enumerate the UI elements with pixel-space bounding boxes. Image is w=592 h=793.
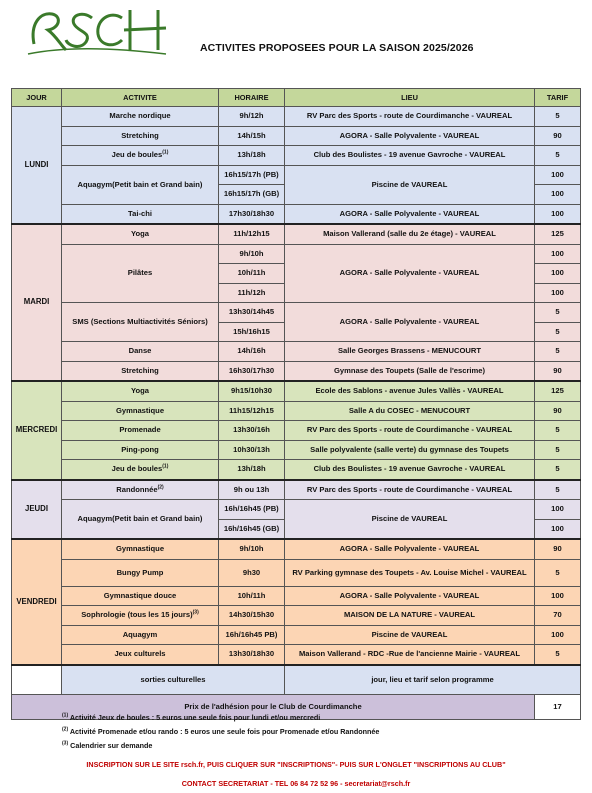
col-lieu: LIEU	[285, 89, 535, 107]
activity: Randonnée$^{(2)}$	[62, 480, 219, 500]
location: Ecole des Sablons - avenue Jules Vallès - VAUREAL	[285, 381, 535, 401]
schedule: 16h15/17h (GB)	[219, 185, 285, 205]
schedule: 9h/10h	[219, 539, 285, 559]
price: 5	[535, 342, 581, 362]
schedule: 16h15/17h (PB)	[219, 165, 285, 185]
location: AGORA - Salle Polyvalente - VAUREAL	[285, 586, 535, 606]
day-mardi: MARDI	[12, 224, 62, 381]
schedule: 13h30/18h30	[219, 645, 285, 665]
price: 5	[535, 460, 581, 480]
membership-price: 17	[535, 694, 581, 719]
price: 90	[535, 539, 581, 559]
col-horaire: HORAIRE	[219, 89, 285, 107]
activity: Pilâtes	[62, 244, 219, 303]
activity: sorties culturelles	[62, 665, 285, 695]
location: Piscine de VAUREAL	[285, 165, 535, 204]
price: 100	[535, 165, 581, 185]
table-row	[12, 381, 581, 401]
price: 100	[535, 264, 581, 284]
contact-info: CONTACT SECRETARIAT - TEL 06 84 72 52 96 - secretariat@rsch.fr	[181, 779, 411, 788]
price: 125	[535, 381, 581, 401]
table-row	[12, 460, 581, 480]
activity: SMS (Sections Multiactivités Séniors)	[62, 303, 219, 342]
table-row	[12, 421, 581, 441]
price: 100	[535, 500, 581, 520]
activity: Sophrologie (tous les 15 jours)$^{(3)}$	[62, 606, 219, 626]
schedule: 16h/16h45 (GB)	[219, 519, 285, 539]
schedule: 14h/16h	[219, 342, 285, 362]
schedule: 13h/18h	[219, 146, 285, 166]
table-row	[12, 480, 581, 500]
schedule: 10h/11h	[219, 586, 285, 606]
table-row	[12, 440, 581, 460]
schedule: 9h ou 13h	[219, 480, 285, 500]
price: 5	[535, 303, 581, 323]
activity: Yoga	[62, 224, 219, 244]
empty-cell	[12, 665, 62, 695]
location: Maison Vallerand - RDC -Rue de l'ancienne Mairie - VAUREAL	[285, 645, 535, 665]
schedule: 14h/15h	[219, 126, 285, 146]
schedule: 10h/11h	[219, 264, 285, 284]
schedule: 17h30/18h30	[219, 204, 285, 224]
location: MAISON DE LA NATURE - VAUREAL	[285, 606, 535, 626]
price: 100	[535, 204, 581, 224]
page-title: ACTIVITES PROPOSEES POUR LA SAISON 2025/2026	[200, 42, 474, 54]
table-row	[12, 146, 581, 166]
price: 125	[535, 224, 581, 244]
table-row	[12, 401, 581, 421]
schedule: 13h/18h	[219, 460, 285, 480]
price: 90	[535, 126, 581, 146]
table-row	[12, 361, 581, 381]
activity: Stretching	[62, 126, 219, 146]
location: RV Parc des Sports - route de Courdimanche - VAUREAL	[285, 480, 535, 500]
activity: Aquagym(Petit bain et Grand bain)	[62, 165, 219, 204]
schedule: 9h/12h	[219, 107, 285, 127]
footnote: $^{(3)}$ Calendrier sur demande	[62, 740, 153, 750]
schedule: 9h15/10h30	[219, 381, 285, 401]
activity: Ping-pong	[62, 440, 219, 460]
location: Club des Boulistes - 19 avenue Gavroche - VAUREAL	[285, 460, 535, 480]
schedule: 16h/16h45 (PB)	[219, 500, 285, 520]
table-row	[12, 559, 581, 586]
footnotes	[62, 713, 379, 755]
location: AGORA - Salle Polyvalente - VAUREAL	[285, 303, 535, 342]
location: AGORA - Salle Polyvalente - VAUREAL	[285, 204, 535, 224]
col-tarif: TARIF	[535, 89, 581, 107]
schedule: 9h/10h	[219, 244, 285, 264]
location: Salle polyvalente (salle verte) du gymnase des Toupets	[285, 440, 535, 460]
day-jeudi: JEUDI	[12, 480, 62, 540]
location: Salle A du COSEC - MENUCOURT	[285, 401, 535, 421]
activity: Marche nordique	[62, 107, 219, 127]
schedule: 11h/12h15	[219, 224, 285, 244]
activity: Promenade	[62, 421, 219, 441]
price: 5	[535, 645, 581, 665]
location: RV Parc des Sports - route de Courdimanche - VAUREAL	[285, 421, 535, 441]
location: AGORA - Salle Polyvalente - VAUREAL	[285, 539, 535, 559]
activity: Gymnastique	[62, 539, 219, 559]
table-row	[12, 244, 581, 264]
table-row	[12, 126, 581, 146]
activity: Tai-chi	[62, 204, 219, 224]
col-activite: ACTIVITE	[62, 89, 219, 107]
table-row	[12, 204, 581, 224]
table-row	[12, 645, 581, 665]
club-logo	[26, 4, 168, 58]
schedule: 16h/16h45 PB)	[219, 625, 285, 645]
schedule: 11h/12h	[219, 283, 285, 303]
schedule: 16h30/17h30	[219, 361, 285, 381]
table-row	[12, 539, 581, 559]
price: 90	[535, 361, 581, 381]
price: 5	[535, 480, 581, 500]
location: Piscine de VAUREAL	[285, 500, 535, 540]
schedule: 9h30	[219, 559, 285, 586]
table-row	[12, 500, 581, 520]
price: 100	[535, 283, 581, 303]
table-row	[12, 107, 581, 127]
footnote: $^{(1)}$ Activité Jeux de boules : 5 euros une seule fois pour lundi et/ou mercredi	[62, 712, 321, 722]
activity: Gymnastique douce	[62, 586, 219, 606]
activity: Jeu de boules$^{(1)}$	[62, 460, 219, 480]
activity: Bungy Pump	[62, 559, 219, 586]
schedule: 10h30/13h	[219, 440, 285, 460]
day-lundi: LUNDI	[12, 107, 62, 225]
membership-label: Prix de l'adhésion pour le Club de Courdimanche	[12, 694, 535, 719]
price: 100	[535, 185, 581, 205]
table-row	[12, 303, 581, 323]
registration-info: INSCRIPTION SUR LE SITE rsch.fr, PUIS CLIQUER SUR "INSCRIPTIONS"- PUIS SUR L'ONGLET "INSCRIPTIONS AU CLUB"	[86, 760, 506, 769]
activities-table	[11, 88, 581, 720]
day-mercredi: MERCREDI	[12, 381, 62, 480]
location: AGORA - Salle Polyvalente - VAUREAL	[285, 126, 535, 146]
activity: Gymnastique	[62, 401, 219, 421]
price: 5	[535, 107, 581, 127]
price: 100	[535, 586, 581, 606]
price: 5	[535, 440, 581, 460]
price: 5	[535, 322, 581, 342]
price: 90	[535, 401, 581, 421]
location: Piscine de VAUREAL	[285, 625, 535, 645]
activity: Aquagym(Petit bain et Grand bain)	[62, 500, 219, 540]
location: Gymnase des Toupets (Salle de l'escrime)	[285, 361, 535, 381]
schedule: 15h/16h15	[219, 322, 285, 342]
schedule: 11h15/12h15	[219, 401, 285, 421]
price: 70	[535, 606, 581, 626]
location: Maison Vallerand (salle du 2e étage) - VAUREAL	[285, 224, 535, 244]
schedule: 14h30/15h30	[219, 606, 285, 626]
table-row	[12, 606, 581, 626]
schedule: 13h30/16h	[219, 421, 285, 441]
price: 5	[535, 146, 581, 166]
location: jour, lieu et tarif selon programme	[285, 665, 581, 695]
location: Salle Georges Brassens - MENUCOURT	[285, 342, 535, 362]
schedule: 13h30/14h45	[219, 303, 285, 323]
price: 5	[535, 559, 581, 586]
table-row	[12, 224, 581, 244]
location: AGORA - Salle Polyvalente - VAUREAL	[285, 244, 535, 303]
col-jour: JOUR	[12, 89, 62, 107]
location: RV Parking gymnase des Toupets - Av. Louise Michel - VAUREAL	[285, 559, 535, 586]
location: Club des Boulistes - 19 avenue Gavroche - VAUREAL	[285, 146, 535, 166]
table-row-culture	[12, 665, 581, 695]
activity: Aquagym	[62, 625, 219, 645]
activity: Stretching	[62, 361, 219, 381]
table-header-row	[12, 89, 581, 107]
price: 5	[535, 421, 581, 441]
table-row	[12, 165, 581, 185]
price: 100	[535, 519, 581, 539]
table-row	[12, 342, 581, 362]
location: RV Parc des Sports - route de Courdimanche - VAUREAL	[285, 107, 535, 127]
day-vendredi: VENDREDI	[12, 539, 62, 665]
price: 100	[535, 625, 581, 645]
activity: Jeu de boules$^{(1)}$	[62, 146, 219, 166]
price: 100	[535, 244, 581, 264]
activity: Jeux culturels	[62, 645, 219, 665]
activity: Yoga	[62, 381, 219, 401]
footnote: $^{(2)}$ Activité Promenade et/ou rando : 5 euros une seule fois pour Promenade et/ou Randonnée	[62, 726, 380, 736]
activity: Danse	[62, 342, 219, 362]
table-row	[12, 586, 581, 606]
table-row	[12, 625, 581, 645]
